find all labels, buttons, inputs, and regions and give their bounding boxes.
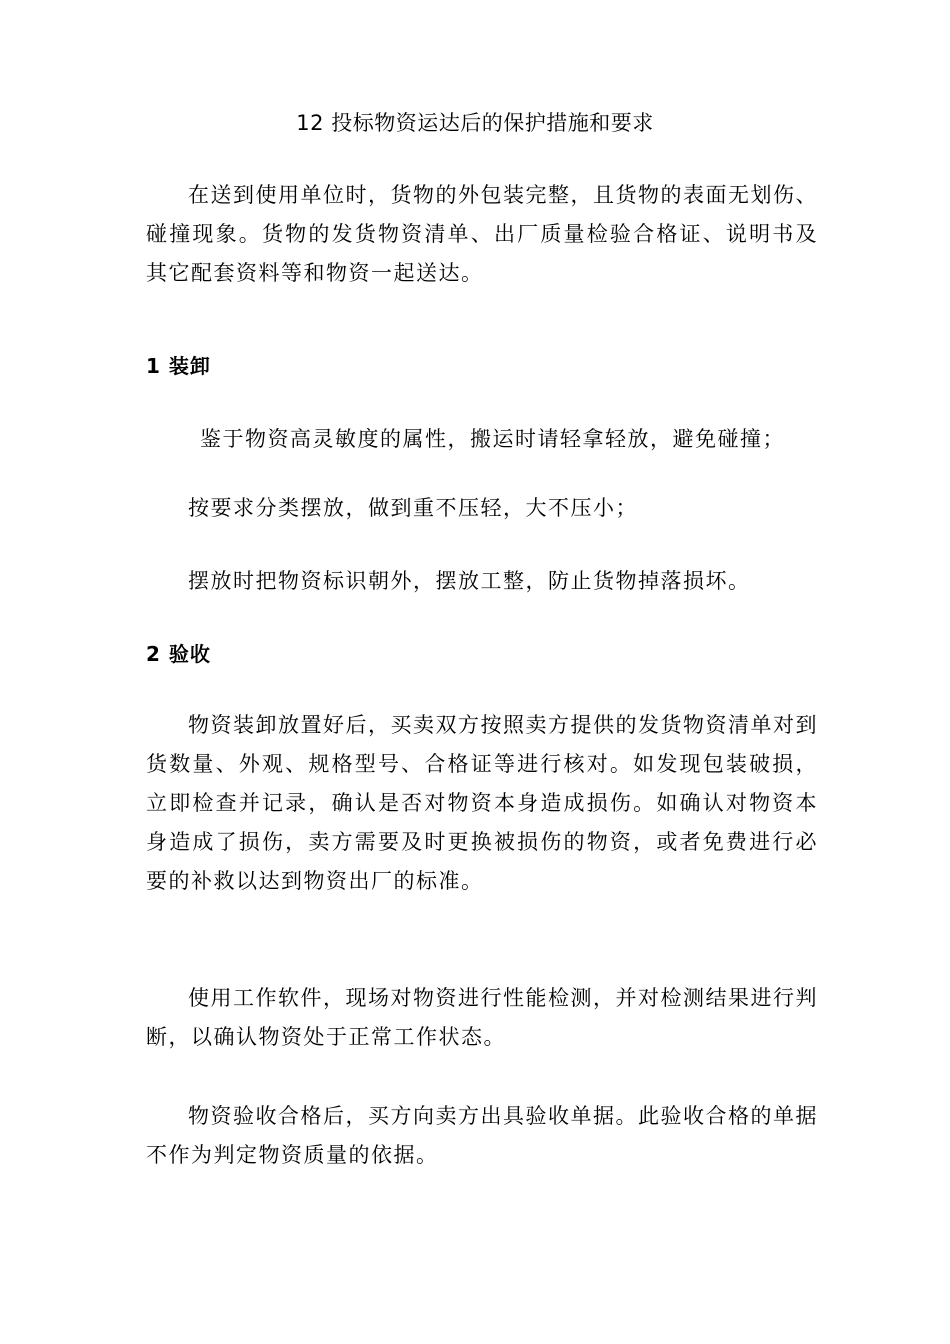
intro-paragraph: 在送到使用单位时，货物的外包装完整，且货物的表面无划伤、碰撞现象。货物的发货物资清单、出厂质量检验合格证、说明书及其它配套资料等和物资一起送达。 [146, 183, 818, 285]
loading-item-3: 摆放时把物资标识朝外，摆放工整，防止货物掉落损坏。 [188, 569, 751, 593]
document-title: 12 投标物资运达后的保护措施和要求 [296, 111, 654, 135]
section-heading-acceptance: 2 验收 [146, 642, 211, 666]
section-heading-loading: 1 装卸 [146, 354, 211, 378]
loading-item-1: 鉴于物资高灵敏度的属性，搬运时请轻拿轻放，避免碰撞； [200, 427, 785, 451]
acceptance-paragraph-1: 物资装卸放置好后，买卖双方按照卖方提供的发货物资清单对到货数量、外观、规格型号、合格证等进行核对。如发现包装破损，立即检查并记录，确认是否对物资本身造成损伤。如确认对物资本身造成了损伤，卖方需要及时更换被损伤的物资，或者免费进行必要的补救以达到物资出厂的标准。 [146, 713, 818, 893]
acceptance-paragraph-3: 物资验收合格后，买方向卖方出具验收单据。此验收合格的单据不作为判定物资质量的依据。 [146, 1104, 818, 1167]
acceptance-paragraph-2: 使用工作软件，现场对物资进行性能检测，并对检测结果进行判断，以确认物资处于正常工作状态。 [146, 986, 818, 1049]
loading-item-2: 按要求分类摆放，做到重不压轻，大不压小； [188, 496, 638, 520]
